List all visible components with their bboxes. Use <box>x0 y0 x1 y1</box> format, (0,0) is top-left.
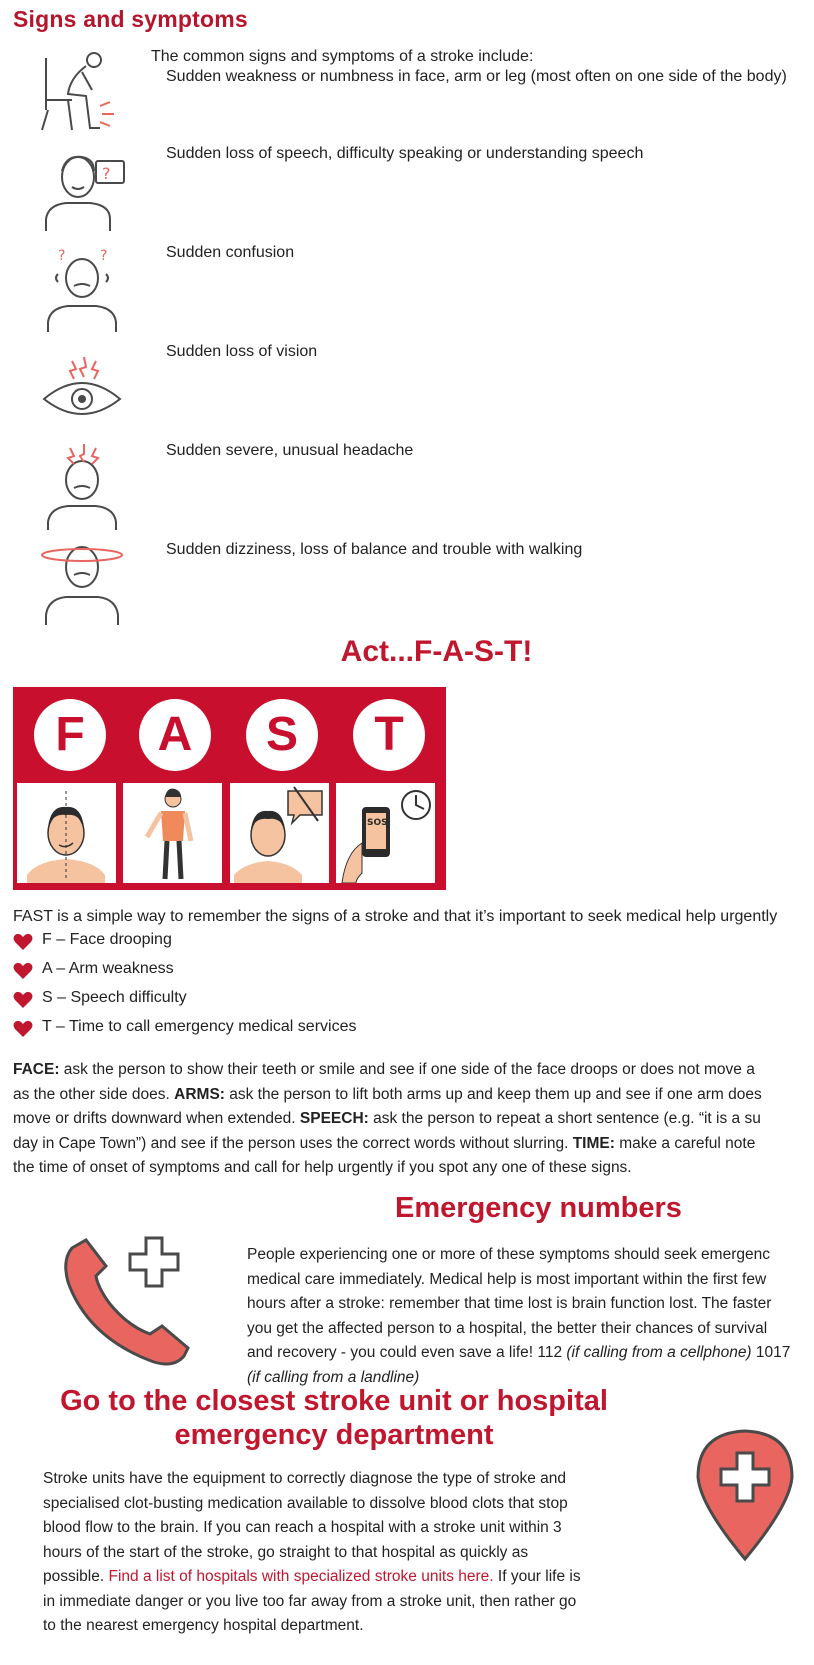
stroke-unit-line: Stroke units have the equipment to correctly diagnose the type of stroke and <box>43 1470 567 1487</box>
fast-letter: S <box>246 699 318 771</box>
symptom-text: Sudden loss of speech, difficulty speaking or understanding speech <box>166 145 644 162</box>
landline-number: 1017 <box>751 1344 791 1361</box>
fast-item-label: T – Time to call emergency medical services <box>42 1018 357 1035</box>
arms-label: ARMS: <box>174 1085 225 1103</box>
svg-text:?: ? <box>58 248 66 264</box>
symptom-row <box>0 244 814 339</box>
fast-letter: T <box>353 699 425 771</box>
stroke-unit-heading <box>0 1384 668 1452</box>
stroke-unit-line: in immediate danger or you live too far away from a stroke unit, then rather go <box>43 1592 577 1610</box>
symptom-text: Sudden dizziness, loss of balance and trouble with walking <box>166 541 583 558</box>
emergency-line: medical care immediately. Medical help is most important within the first few <box>247 1270 767 1288</box>
weak-limb-icon <box>38 48 126 136</box>
heart-icon <box>13 991 33 1009</box>
fast-explanation <box>13 1058 814 1181</box>
signs-intro: The common signs and symptoms of a stroke include: <box>151 48 534 65</box>
para-text: the time of onset of symptoms and call for help urgently if you spot any one of these signs. <box>13 1159 632 1176</box>
symptom-row <box>0 343 814 438</box>
stroke-unit-line: possible. <box>43 1568 109 1585</box>
emergency-line: and recovery - you could even save a life! 112 <box>247 1344 567 1361</box>
cell-note: (if calling from a cellphone) <box>566 1344 752 1361</box>
heart-icon <box>13 962 33 980</box>
dizzy-person-icon <box>38 541 126 629</box>
fast-item-label: A – Arm weakness <box>42 960 174 977</box>
fast-item-label: F – Face drooping <box>42 931 172 948</box>
eye-vision-icon <box>38 343 126 431</box>
section-title-signs: Signs and symptoms <box>13 6 248 32</box>
fast-heading: Act...F-A-S-T! <box>340 635 533 668</box>
landline-note: (if calling from a landline) <box>247 1368 420 1386</box>
speech-difficulty-icon <box>230 783 329 883</box>
para-text: move or drifts downward when extended. <box>13 1110 300 1127</box>
para-text: as the other side does. <box>13 1085 175 1103</box>
svg-text:?: ? <box>100 248 108 264</box>
para-text: day in Cape Town”) and see if the person uses the correct words without slurring. <box>13 1134 573 1152</box>
fast-letter: F <box>34 699 106 771</box>
phone-sos-icon <box>336 783 435 883</box>
emergency-line: People experiencing one or more of these symptoms should seek emergenc <box>247 1246 770 1263</box>
emergency-heading: Emergency numbers <box>395 1192 682 1224</box>
fast-letter: A <box>139 699 211 771</box>
symptom-row <box>0 541 814 636</box>
location-pin-icon <box>690 1425 800 1565</box>
confused-person-icon <box>38 244 126 332</box>
arm-weakness-icon <box>123 783 222 883</box>
headache-icon <box>38 442 126 530</box>
speech-label: SPEECH: <box>299 1110 369 1127</box>
fast-intro: FAST is a simple way to remember the signs of a stroke and that it’s important to seek medical help urgently <box>13 908 778 925</box>
sos-label: SOS <box>367 818 388 828</box>
speech-bubble-person-icon <box>38 145 126 233</box>
symptom-text: Sudden confusion <box>166 244 295 261</box>
emergency-line: hours after a stroke: remember that time lost is brain function lost. The faster <box>247 1295 772 1312</box>
phone-cross-icon <box>58 1230 198 1370</box>
stroke-unit-hospitals-link[interactable]: Find a list of hospitals with specialized stroke units here. <box>108 1568 494 1585</box>
symptom-row <box>0 442 814 537</box>
stroke-unit-line: to the nearest emergency hospital department. <box>43 1617 364 1634</box>
para-text: ask the person to repeat a short sentence (e.g. “it is a su <box>368 1110 761 1127</box>
stroke-unit-line: If your life is <box>493 1568 581 1585</box>
symptom-text: Sudden loss of vision <box>166 343 318 360</box>
emergency-text <box>247 1243 814 1390</box>
svg-text:?: ? <box>102 164 111 183</box>
symptom-text: Sudden severe, unusual headache <box>166 442 414 459</box>
symptom-text: Sudden weakness or numbness in face, arm or leg (most often on one side of the body) <box>166 68 787 85</box>
stroke-unit-line: specialised clot-busting medication available to dissolve blood clots that stop <box>43 1494 568 1512</box>
heading-line: Go to the closest stroke unit or hospital <box>60 1385 608 1417</box>
stroke-unit-line: hours of the start of the stroke, go straight to that hospital as quickly as <box>43 1543 529 1561</box>
fast-graphic <box>13 687 446 890</box>
face-label: FACE: <box>13 1061 60 1078</box>
para-text: ask the person to lift both arms up and keep them up and see if one arm does <box>224 1085 762 1103</box>
stroke-unit-text <box>43 1467 643 1639</box>
heart-icon <box>13 933 33 951</box>
heart-icon <box>13 1020 33 1038</box>
para-text: ask the person to show their teeth or smile and see if one side of the face droops or does not move a <box>59 1061 755 1078</box>
para-text: make a careful note <box>614 1134 756 1152</box>
fast-item-label: S – Speech difficulty <box>42 989 187 1006</box>
heading-line: emergency department <box>174 1419 494 1451</box>
symptom-row <box>0 145 814 240</box>
emergency-line: you get the affected person to a hospital, the better their chances of survival <box>247 1319 768 1337</box>
symptom-row <box>0 48 814 143</box>
face-drooping-icon <box>17 783 116 883</box>
stroke-unit-line: blood flow to the brain. If you can reach a hospital with a stroke unit within 3 <box>43 1519 562 1536</box>
time-label: TIME: <box>572 1134 615 1152</box>
